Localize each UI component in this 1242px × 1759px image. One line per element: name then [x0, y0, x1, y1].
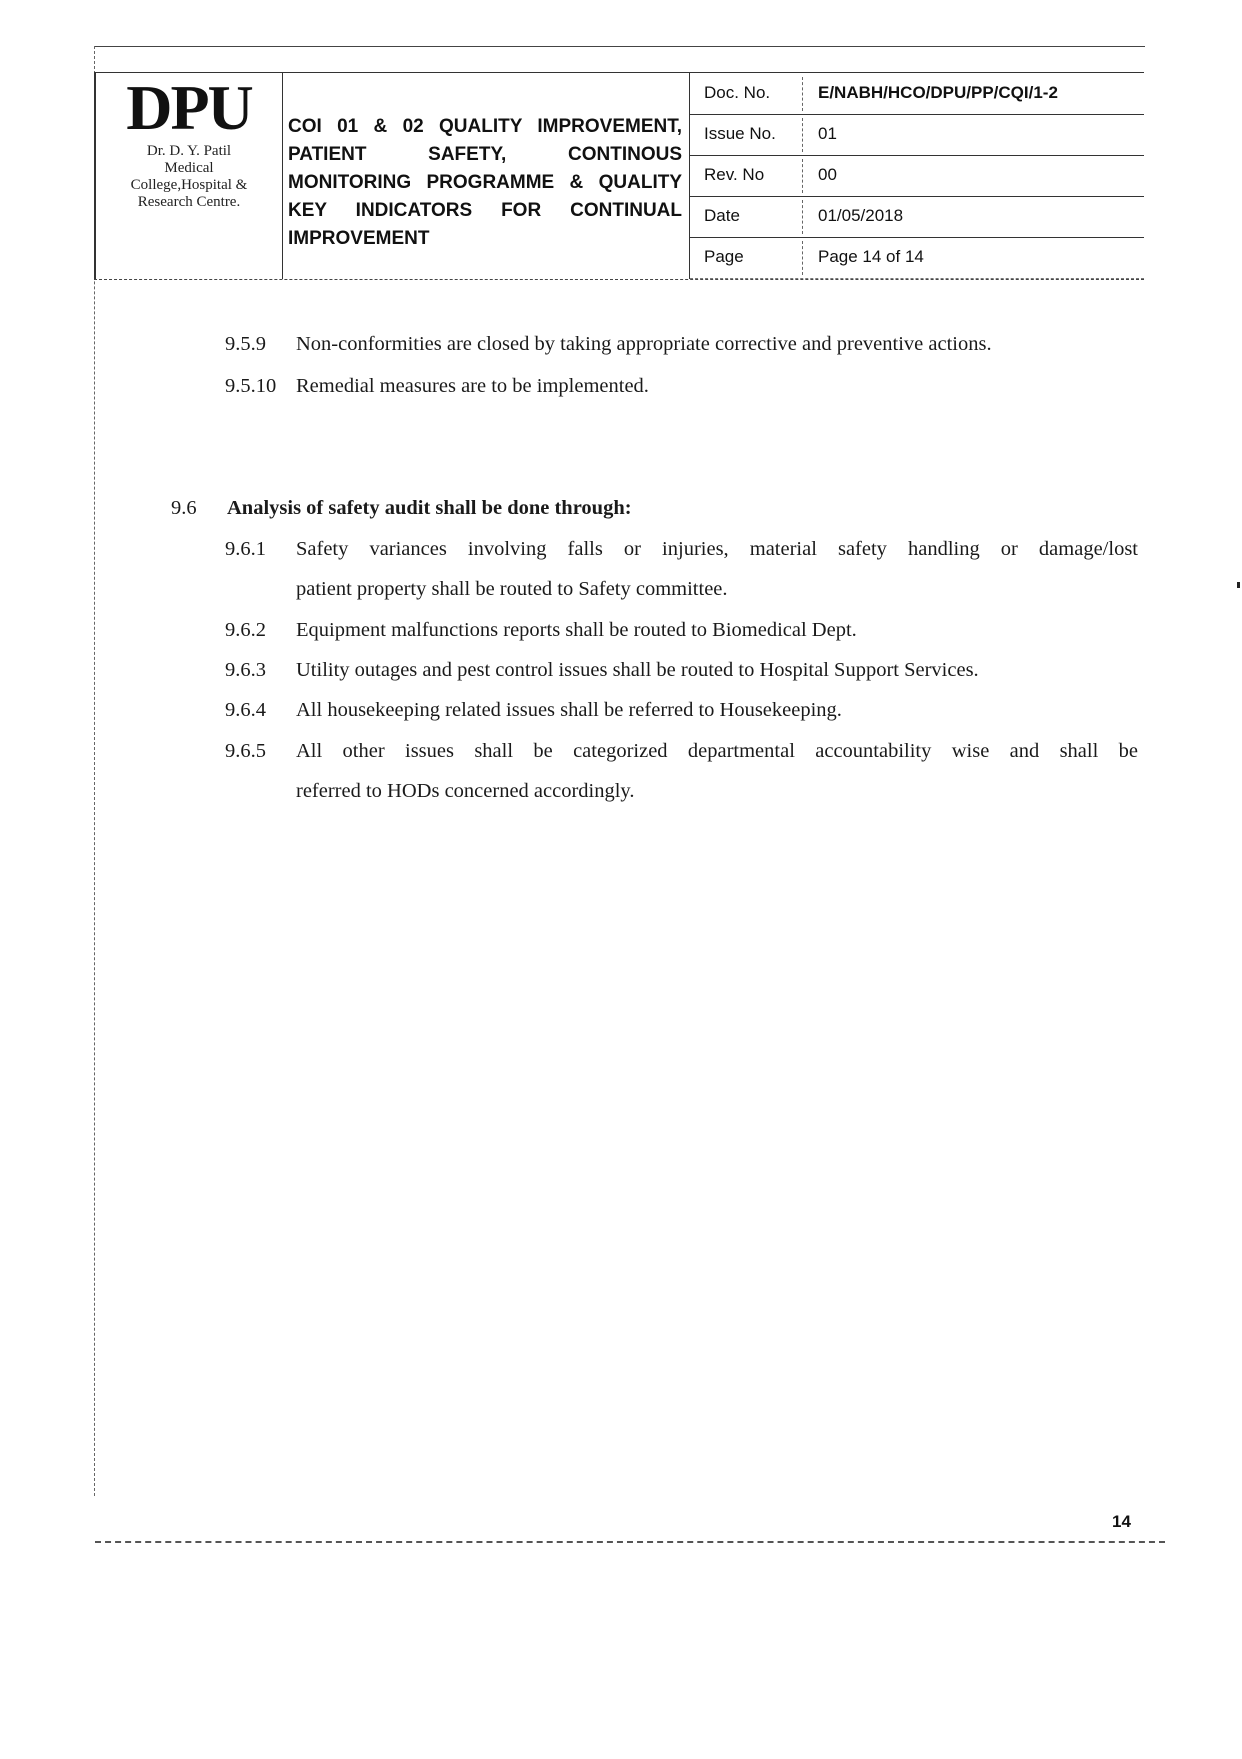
item-text: patient property shall be routed to Safety committee. [296, 578, 728, 600]
meta-value: 00 [818, 165, 837, 184]
document-title: COI 01 & 02 QUALITY IMPROVEMENT, PATIENT SAFETY, CONTINOUS MONITORING PROGRAMME & QUALITY KEY INDICATORS FOR CONTINUAL IMPROVEMENT [288, 116, 682, 249]
item-number: 9.5.9 [225, 333, 266, 355]
section-number: 9.6 [171, 497, 197, 519]
meta-row-rev-no [690, 155, 1144, 197]
institution-name-line: Dr. D. Y. Patil [146, 143, 232, 159]
title-cell [281, 73, 690, 279]
item-number: 9.6.5 [225, 740, 266, 762]
institution-name-line: Research Centre. [137, 194, 241, 210]
meta-label: Date [704, 206, 740, 225]
item-text: Safety variances involving falls or injuries, material safety handling or damage/lost [296, 538, 1138, 560]
meta-value: E/NABH/HCO/DPU/PP/CQI/1-2 [818, 83, 1058, 102]
item-text: All housekeeping related issues shall be referred to Housekeeping. [296, 699, 842, 721]
meta-value: 01/05/2018 [818, 206, 904, 225]
meta-label: Issue No. [704, 124, 776, 143]
meta-value: Page 14 of 14 [818, 247, 924, 266]
meta-separator [802, 241, 803, 275]
institution-name [96, 143, 282, 211]
item-number: 9.5.10 [225, 375, 277, 397]
page-number: 14 [1112, 1512, 1131, 1531]
institution-name-line: Medical [164, 160, 214, 176]
document-meta-table [690, 73, 1144, 279]
meta-separator [802, 200, 803, 234]
item-text: Utility outages and pest control issues shall be routed to Hospital Support Services. [296, 659, 979, 681]
item-text: Remedial measures are to be implemented. [296, 375, 649, 397]
meta-row-issue-no [690, 114, 1144, 156]
item-number: 9.6.1 [225, 538, 266, 560]
bottom-rule [95, 1541, 1165, 1543]
meta-row-page [690, 237, 1144, 279]
meta-separator [802, 77, 803, 111]
meta-row-doc-no [690, 73, 1144, 115]
dpu-logo: DPU [126, 72, 252, 143]
meta-label: Doc. No. [704, 83, 771, 102]
item-number: 9.6.3 [225, 659, 266, 681]
item-text: Non-conformities are closed by taking appropriate corrective and preventive actions. [296, 333, 992, 355]
item-text: Equipment malfunctions reports shall be routed to Biomedical Dept. [296, 619, 857, 641]
item-text: referred to HODs concerned accordingly. [296, 780, 635, 802]
meta-separator [802, 159, 803, 193]
meta-separator [802, 118, 803, 152]
meta-value: 01 [818, 124, 837, 143]
scan-speck [1237, 582, 1240, 588]
item-number: 9.6.4 [225, 699, 266, 721]
meta-label: Page [704, 247, 744, 266]
top-rule [95, 46, 1145, 47]
meta-row-date [690, 196, 1144, 238]
logo-cell [94, 73, 283, 279]
item-number: 9.6.2 [225, 619, 266, 641]
institution-name-line: College,Hospital & [130, 177, 248, 193]
section-heading: Analysis of safety audit shall be done through: [227, 497, 632, 519]
item-text: All other issues shall be categorized departmental accountability wise and shall be [296, 740, 1138, 762]
meta-label: Rev. No [704, 165, 765, 184]
document-header [94, 72, 1144, 280]
